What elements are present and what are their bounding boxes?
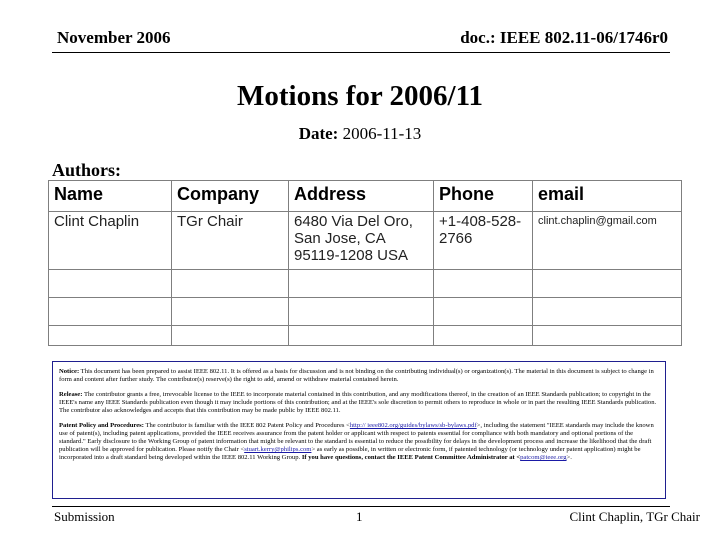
header-doc-id: doc.: IEEE 802.11-06/1746r0 bbox=[460, 28, 668, 47]
patent-text: > as early as possible, in written or electronic form, if patented technology (or technology under patent application) might be incorporated into a draft standard being developed within the IEEE 802.11 Working Group. bbox=[59, 446, 641, 461]
address-line: 95119-1208 USA bbox=[294, 247, 408, 264]
phone-line: +1-408-528- bbox=[439, 213, 522, 230]
table-row-empty bbox=[49, 298, 682, 326]
notice-paragraph bbox=[59, 368, 661, 384]
release-label: Release: bbox=[59, 391, 83, 398]
address-line: San Jose, CA bbox=[294, 230, 386, 247]
author-phone bbox=[434, 212, 533, 270]
patent-text: >, including the statement "IEEE standards may include the known use of patent(s), including patent applications, provided the IEEE receives assurance from the patent holder or applicant with respect to patents essential for compliance with both mandatory and optional portions of the standard." Early disclosure to the Working Group of patent information that might be relevant to the standard is essential to reduce the possibility for delays in the development process and increase the likelihood that the draft publication will be approved for publication. Please notify the Chair < bbox=[59, 422, 654, 453]
patent-paragraph bbox=[59, 422, 661, 462]
col-header-company: Company bbox=[172, 181, 289, 212]
header-rule bbox=[52, 52, 670, 53]
notice-box bbox=[52, 361, 666, 499]
patent-end: >. bbox=[566, 454, 572, 461]
bylaws-link[interactable]: http:// ieee802.org/guides/bylaws/sb-bylaws.pdf bbox=[349, 422, 477, 429]
date-line bbox=[0, 124, 720, 144]
authors-header-row bbox=[49, 181, 682, 212]
date-value: 2006-11-13 bbox=[342, 124, 422, 143]
col-header-address: Address bbox=[289, 181, 434, 212]
footer-rule bbox=[52, 506, 670, 507]
patent-questions: If you have questions, contact the IEEE Patent Committee Administrator at < bbox=[301, 454, 521, 461]
footer-author: Clint Chaplin, TGr Chair bbox=[569, 509, 700, 524]
authors-table bbox=[48, 180, 682, 346]
author-email[interactable]: clint.chaplin@gmail.com bbox=[533, 212, 682, 270]
footer-page-number: 1 bbox=[356, 509, 363, 524]
patcom-link[interactable]: patcom@ieee.org bbox=[520, 454, 567, 461]
col-header-email: email bbox=[533, 181, 682, 212]
notice-text: This document has been prepared to assist IEEE 802.11. It is offered as a basis for discussion and is not binding on the contributing individual(s) or organization(s). The material in this document is subject to change in form and content after further study. The contributor(s) reserve(s) the right to add, amend or withdraw material contained herein. bbox=[59, 368, 654, 383]
author-company: TGr Chair bbox=[172, 212, 289, 270]
chair-email-link[interactable]: stuart.kerry@philips.com bbox=[244, 446, 312, 453]
release-paragraph bbox=[59, 391, 661, 415]
table-row-empty bbox=[49, 270, 682, 298]
col-header-name: Name bbox=[49, 181, 172, 212]
page-title: Motions for 2006/11 bbox=[237, 80, 483, 112]
table-row bbox=[49, 212, 682, 270]
release-text: The contributor grants a free, irrevocable license to the IEEE to incorporate material contained in this contribution, and any modifications thereof, in the creation of an IEEE Standards publication; to copyright in the IEEE's name any IEEE Standards publication even though it may include portions of this contribution; and at the IEEE's sole discretion to permit others to reproduce in whole or in part the resulting IEEE Standards publication. The contributor also acknowledges and accepts that this contribution may be made public by IEEE 802.11. bbox=[59, 391, 657, 414]
author-name: Clint Chaplin bbox=[49, 212, 172, 270]
notice-label: Notice: bbox=[59, 368, 80, 375]
patent-text: The contributor is familiar with the IEEE 802 Patent Policy and Procedures < bbox=[145, 422, 350, 429]
authors-label: Authors: bbox=[52, 160, 122, 180]
footer-submission: Submission bbox=[54, 509, 115, 524]
header-date: November 2006 bbox=[57, 28, 171, 47]
table-row-empty bbox=[49, 326, 682, 346]
phone-line: 2766 bbox=[439, 230, 473, 247]
author-address bbox=[289, 212, 434, 270]
patent-label: Patent Policy and Procedures: bbox=[59, 422, 144, 429]
date-label: Date: bbox=[298, 124, 339, 143]
col-header-phone: Phone bbox=[434, 181, 533, 212]
address-line: 6480 Via Del Oro, bbox=[294, 213, 413, 230]
